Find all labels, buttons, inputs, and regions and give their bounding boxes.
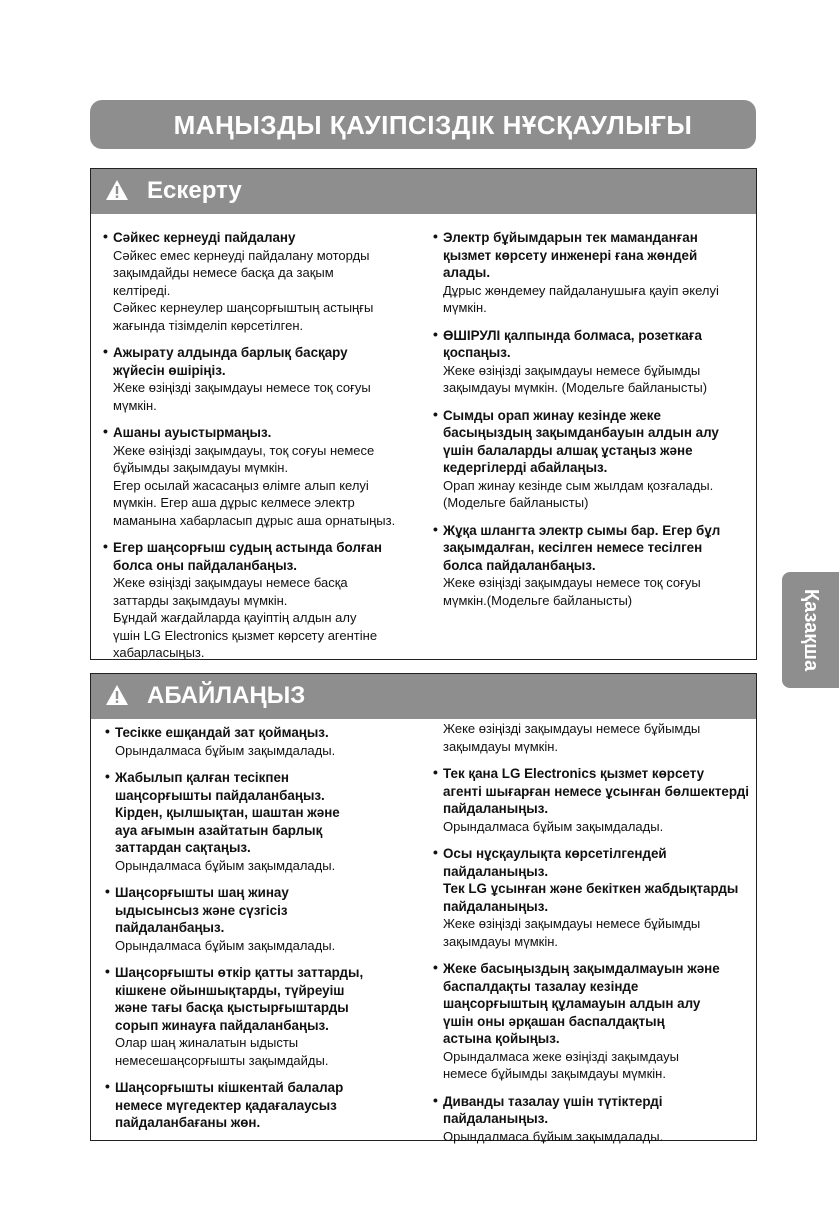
item-body [443, 1128, 752, 1146]
item-body [115, 1034, 419, 1069]
text-line: • Осы нұсқаулықта көрсетілгендей [443, 846, 667, 861]
item-heading [113, 344, 417, 379]
text-line: алады. [443, 265, 491, 280]
item-heading [115, 964, 419, 1034]
text-line: Жеке өзіңізді зақымдауы немесе бұйымды [443, 916, 701, 931]
warning-right-column [427, 229, 752, 619]
title-bar [90, 100, 756, 149]
text-line: Жеке өзіңізді зақымдауы немесе тоқ соғуы [113, 380, 371, 395]
text-line: болса оны пайдаланбаңыз. [113, 557, 298, 573]
text-line: зақымдауы мүмкін. (Модельге байланысты) [443, 380, 708, 395]
item-body [443, 282, 752, 317]
item-body [443, 574, 752, 609]
text-line: және тағы басқа қыстырғыштарды [115, 1000, 349, 1015]
list-item [97, 539, 417, 662]
warning-title: Ескерту [147, 177, 242, 204]
item-heading [443, 960, 752, 1048]
caution-right-column [427, 720, 752, 1155]
text-line: • Шаңсорғышты өткір қатты заттарды, [115, 965, 364, 980]
list-item [427, 960, 752, 1083]
text-line: үшін LG Electronics қызмет көрсету агентіне [113, 627, 378, 643]
list-item [99, 769, 419, 874]
list-item [427, 1093, 752, 1146]
text-line: маманына хабарласып дұрыс аша орнатыңыз. [113, 512, 396, 528]
list-item [427, 765, 752, 835]
list-item [427, 845, 752, 950]
item-heading [443, 407, 752, 477]
text-line: мүмкін.(Модельге байланысты) [443, 592, 633, 608]
item-body [115, 742, 419, 760]
text-line: пайдаланыңыз. [443, 863, 549, 879]
text-line: • Диванды тазалау үшін түтіктерді [443, 1093, 663, 1109]
text-line: Сәйкес емес кернеуді пайдалану моторды [113, 247, 370, 263]
warning-triangle-icon [105, 179, 129, 201]
text-line: • Ажырату алдында барлық басқару [113, 345, 348, 360]
text-line: Жеке өзіңізді зақымдауы немесе тоқ соғуы [443, 575, 701, 590]
text-line: шаңсорғыштың құламауын алдын алу [443, 996, 701, 1011]
text-line: Кірден, қылшықтан, шаштан және [115, 805, 340, 820]
text-line: кедергілерді абайлаңыз. [443, 460, 608, 475]
text-line: немесешаңсорғышты зақымдайды. [115, 1052, 329, 1068]
list-item [427, 522, 752, 610]
item-body [113, 574, 417, 662]
list-item [99, 724, 419, 759]
page-title: МАҢЫЗДЫ ҚАУІПСІЗДІК НҰСҚАУЛЫҒЫ [173, 110, 693, 140]
item-body [443, 1048, 752, 1083]
item-heading [443, 765, 752, 818]
text-line: • Жабылып қалған тесікпен [115, 770, 289, 785]
list-item [427, 229, 752, 317]
text-line: жағында тізімделіп көрсетілген. [113, 317, 304, 333]
caution-title: АБАЙЛАҢЫЗ [147, 682, 306, 709]
text-line: • Тесікке ешқандай зат қоймаңыз. [115, 725, 329, 740]
list-item [99, 1079, 419, 1132]
text-line: Тек LG ұсынған және бекіткен жабдықтарды [443, 881, 739, 896]
text-line: мүмкін. [113, 397, 157, 413]
caution-header [91, 674, 756, 719]
text-line: қызмет көрсету инженері ғана жөндей [443, 247, 698, 263]
text-line: Сәйкес кернеулер шаңсорғыштың астыңғы [113, 300, 374, 315]
caution-continuation-text [427, 720, 752, 755]
text-line: мүмкін. [443, 300, 487, 315]
text-line: Бұндай жағдайларда қауіптің алдын алу [113, 610, 357, 625]
text-line: зақымдайды немесе басқа да зақым [113, 265, 334, 280]
text-line: басыңыздың зақымданбауын алдын алу [443, 425, 719, 440]
text-line: • Егер шаңсорғыш судың астында болған [113, 540, 382, 555]
text-line: Орындалмаса жеке өзіңізді зақымдауы [443, 1048, 679, 1064]
item-heading [443, 845, 752, 915]
warning-triangle-icon [105, 684, 129, 706]
caution-box [90, 673, 757, 1144]
item-heading [115, 1079, 419, 1132]
caution-left-column [99, 724, 419, 1142]
text-line: зақымдауы мүмкін. [443, 933, 559, 949]
language-tab [782, 572, 839, 688]
caution-right-list [427, 765, 752, 1145]
text-line: пайдаланыңыз. [443, 898, 549, 914]
list-item [97, 229, 417, 334]
item-body [115, 857, 419, 875]
item-body [443, 362, 752, 397]
item-heading [113, 229, 417, 247]
item-heading [115, 884, 419, 937]
text-line: агенті шығарған немесе ұсынған бөлшектерді [443, 783, 749, 799]
text-line: сорып жинауға пайдаланбаңыз. [115, 1017, 329, 1033]
text-line: қоспаңыз. [443, 345, 511, 360]
list-item [99, 964, 419, 1069]
text-line: жүйесін өшіріңіз. [113, 362, 226, 378]
text-line: ауа ағымын азайтатын барлық [115, 822, 323, 838]
text-line: Орап жинау кезінде сым жылдам қозғалады. [443, 477, 714, 493]
text-line: немесе бұйымды зақымдауы мүмкін. [443, 1066, 666, 1081]
item-body [443, 477, 752, 512]
text-line: зақымдалған, кесілген немесе тесілген [443, 540, 703, 555]
text-line: баспалдақты тазалау кезінде [443, 978, 639, 994]
item-heading [113, 539, 417, 574]
text-line: • Тек қана LG Electronics қызмет көрсету [443, 766, 705, 781]
item-heading [115, 769, 419, 857]
text-line: Орындалмаса бұйым зақымдалады. [115, 937, 336, 953]
list-item [97, 424, 417, 529]
text-line: хабарласыңыз. [113, 645, 205, 660]
text-line: заттардан сақтаңыз. [115, 840, 251, 855]
text-line: Жеке өзіңізді зақымдауы немесе бұйымды [443, 721, 701, 736]
text-line: заттарды зақымдауы мүмкін. [113, 592, 288, 608]
list-item [99, 884, 419, 954]
item-body [113, 247, 417, 335]
item-heading [115, 724, 419, 742]
text-line: • Сәйкес кернеуді пайдалану [113, 230, 296, 245]
list-item [427, 407, 752, 512]
text-line: болса пайдаланбаңыз. [443, 557, 596, 573]
text-line: үшін балаларды алшақ ұстаңыз және [443, 442, 693, 458]
text-line: Орындалмаса бұйым зақымдалады. [115, 742, 336, 758]
list-item [427, 327, 752, 397]
text-line: келтіреді. [113, 282, 171, 298]
text-line: Егер осылай жасасаңыз өлімге алып келуі [113, 477, 369, 493]
text-line: Жеке өзіңізді зақымдауы немесе басқа [113, 575, 348, 590]
item-body [443, 818, 752, 836]
item-heading [443, 229, 752, 282]
text-line: • Электр бұйымдарын тек маманданған [443, 230, 698, 245]
item-heading [443, 1093, 752, 1128]
item-heading [113, 424, 417, 442]
warning-header [91, 169, 756, 214]
warning-box [90, 168, 757, 660]
text-line: • ӨШІРУЛІ қалпында болмаса, розеткаға [443, 327, 702, 343]
text-line: пайдаланбаңыз. [115, 920, 225, 935]
text-line: пайдаланыңыз. [443, 801, 549, 816]
item-body [443, 915, 752, 950]
text-line: Жеке өзіңізді зақымдауы немесе бұйымды [443, 362, 701, 378]
text-line: мүмкін. Егер аша дұрыс келмесе электр [113, 495, 355, 510]
text-line: бұйымды зақымдауы мүмкін. [113, 460, 289, 475]
text-line: ыдысынсыз және сүзгісіз [115, 902, 288, 918]
text-line: пайдаланбағаны жөн. [115, 1115, 261, 1130]
warning-left-column [97, 229, 417, 672]
text-line: • Ашаны ауыстырмаңыз. [113, 425, 272, 440]
item-heading [443, 522, 752, 575]
text-line: (Модельге байланысты) [443, 495, 589, 510]
text-line: Орындалмаса бұйым зақымдалады. [443, 1128, 664, 1144]
item-body [113, 379, 417, 414]
language-tab-label: Қазақша [800, 588, 822, 672]
text-line: Орындалмаса бұйым зақымдалады. [115, 857, 336, 873]
list-item [97, 344, 417, 414]
text-line: • Шаңсорғышты кішкентай балалар [115, 1080, 344, 1095]
text-line: немесе мүгедектер қадағалаусыз [115, 1097, 337, 1113]
text-line: Орындалмаса бұйым зақымдалады. [443, 818, 664, 834]
text-line: • Жұқа шлангта электр сымы бар. Егер бұл [443, 522, 721, 538]
text-line: үшін оны әрқашан баспалдақтың [443, 1013, 665, 1029]
item-body [113, 442, 417, 530]
text-line: астына қойыңыз. [443, 1031, 560, 1046]
text-line: • Сымды орап жинау кезінде жеке [443, 407, 661, 423]
text-line: Олар шаң жиналатын ыдысты [115, 1035, 299, 1050]
text-line: пайдаланыңыз. [443, 1111, 549, 1126]
text-line: Жеке өзіңізді зақымдауы, тоқ соғуы немесе [113, 442, 375, 458]
item-body [115, 937, 419, 955]
text-line: Дұрыс жөндемеу пайдаланушыға қауіп әкелуі [443, 282, 719, 298]
item-heading [443, 327, 752, 362]
text-line: • Шаңсорғышты шаң жинау [115, 885, 289, 900]
text-line: шаңсорғышты пайдаланбаңыз. [115, 787, 325, 803]
text-line: зақымдауы мүмкін. [443, 738, 559, 754]
text-line: кішкене ойыншықтарды, түйреуіш [115, 982, 345, 998]
text-line: • Жеке басыңыздың зақымдалмауын және [443, 961, 720, 976]
